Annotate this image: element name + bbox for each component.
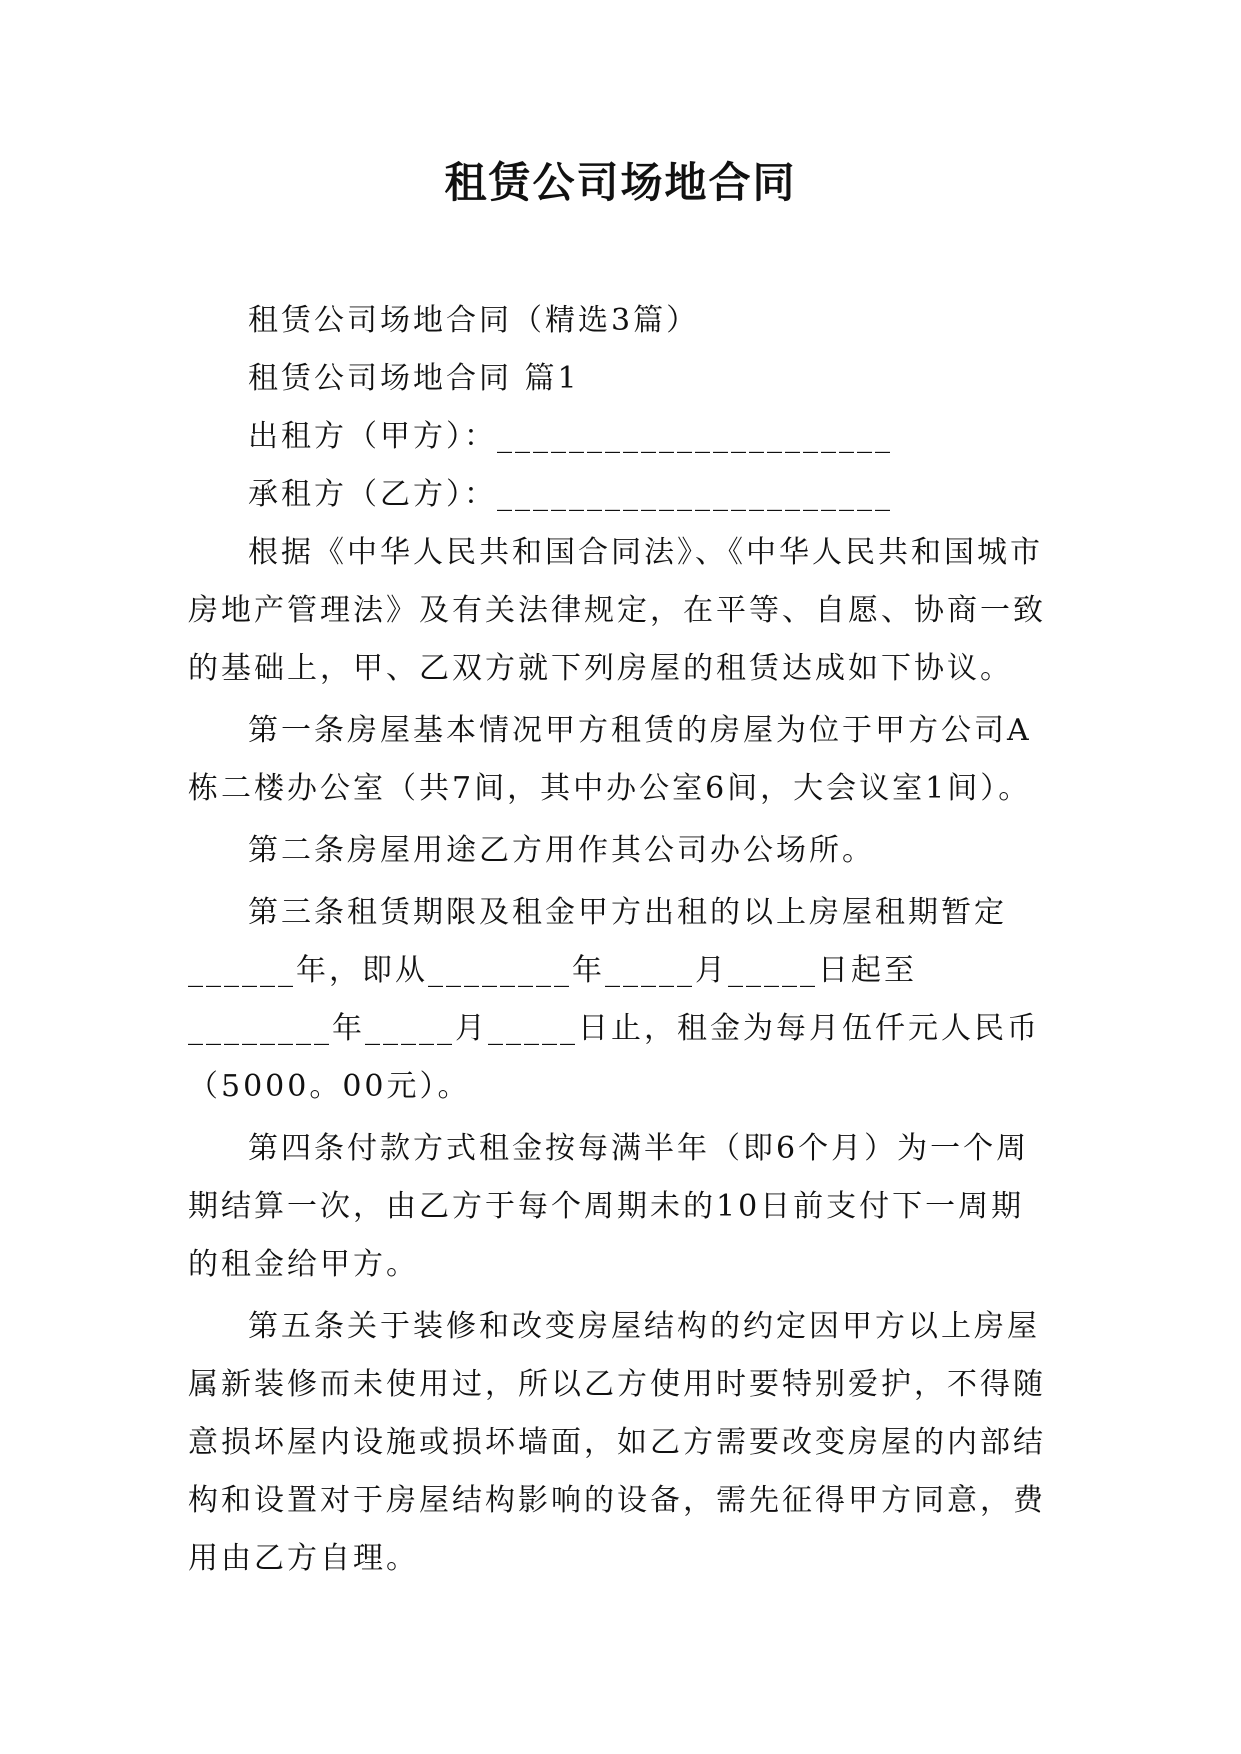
article-1-paragraph: 第一条房屋基本情况甲方租赁的房屋为位于甲方公司A栋二楼办公室（共7间，其中办公室6间，大会议室1间）。	[188, 713, 1032, 806]
document-body	[188, 292, 1048, 1588]
article-4-paragraph: 第四条付款方式租金按每满半年（即6个月）为一个周期结算一次，由乙方于每个周期未的10日前支付下一周期的租金给甲方。	[188, 1131, 1030, 1282]
article-5-paragraph: 第五条关于装修和改变房屋结构的约定因甲方以上房屋属新装修而未使用过，所以乙方使用时要特别爱护，不得随意损坏屋内设施或损坏墙面，如乙方需要改变房屋的内部结构和设置对于房屋结构影响的设备，需先征得甲方同意，费用由乙方自理。	[188, 1309, 1046, 1576]
document-title: 租赁公司场地合同	[444, 158, 797, 207]
section-heading: 租赁公司场地合同 篇1	[248, 361, 580, 396]
lessee-line: 承租方（乙方）：______________________	[248, 477, 893, 512]
article-2-paragraph: 第二条房屋用途乙方用作其公司办公场所。	[248, 833, 875, 868]
preamble-paragraph: 根据《中华人民共和国合同法》、《中华人民共和国城市房地产管理法》及有关法律规定，在平等、自愿、协商一致的基础上，甲、乙双方就下列房屋的租赁达成如下协议。	[188, 535, 1046, 686]
article-3-paragraph: 第三条租赁期限及租金甲方出租的以上房屋租期暂定______年，即从________年_____月_____日起至________年_____月_____日止，租金为每月伍仟元人民币（5000。00元）。	[188, 895, 1040, 1104]
lessor-line: 出租方（甲方）：______________________	[248, 419, 893, 454]
subtitle-line: 租赁公司场地合同（精选3篇）	[248, 303, 700, 338]
